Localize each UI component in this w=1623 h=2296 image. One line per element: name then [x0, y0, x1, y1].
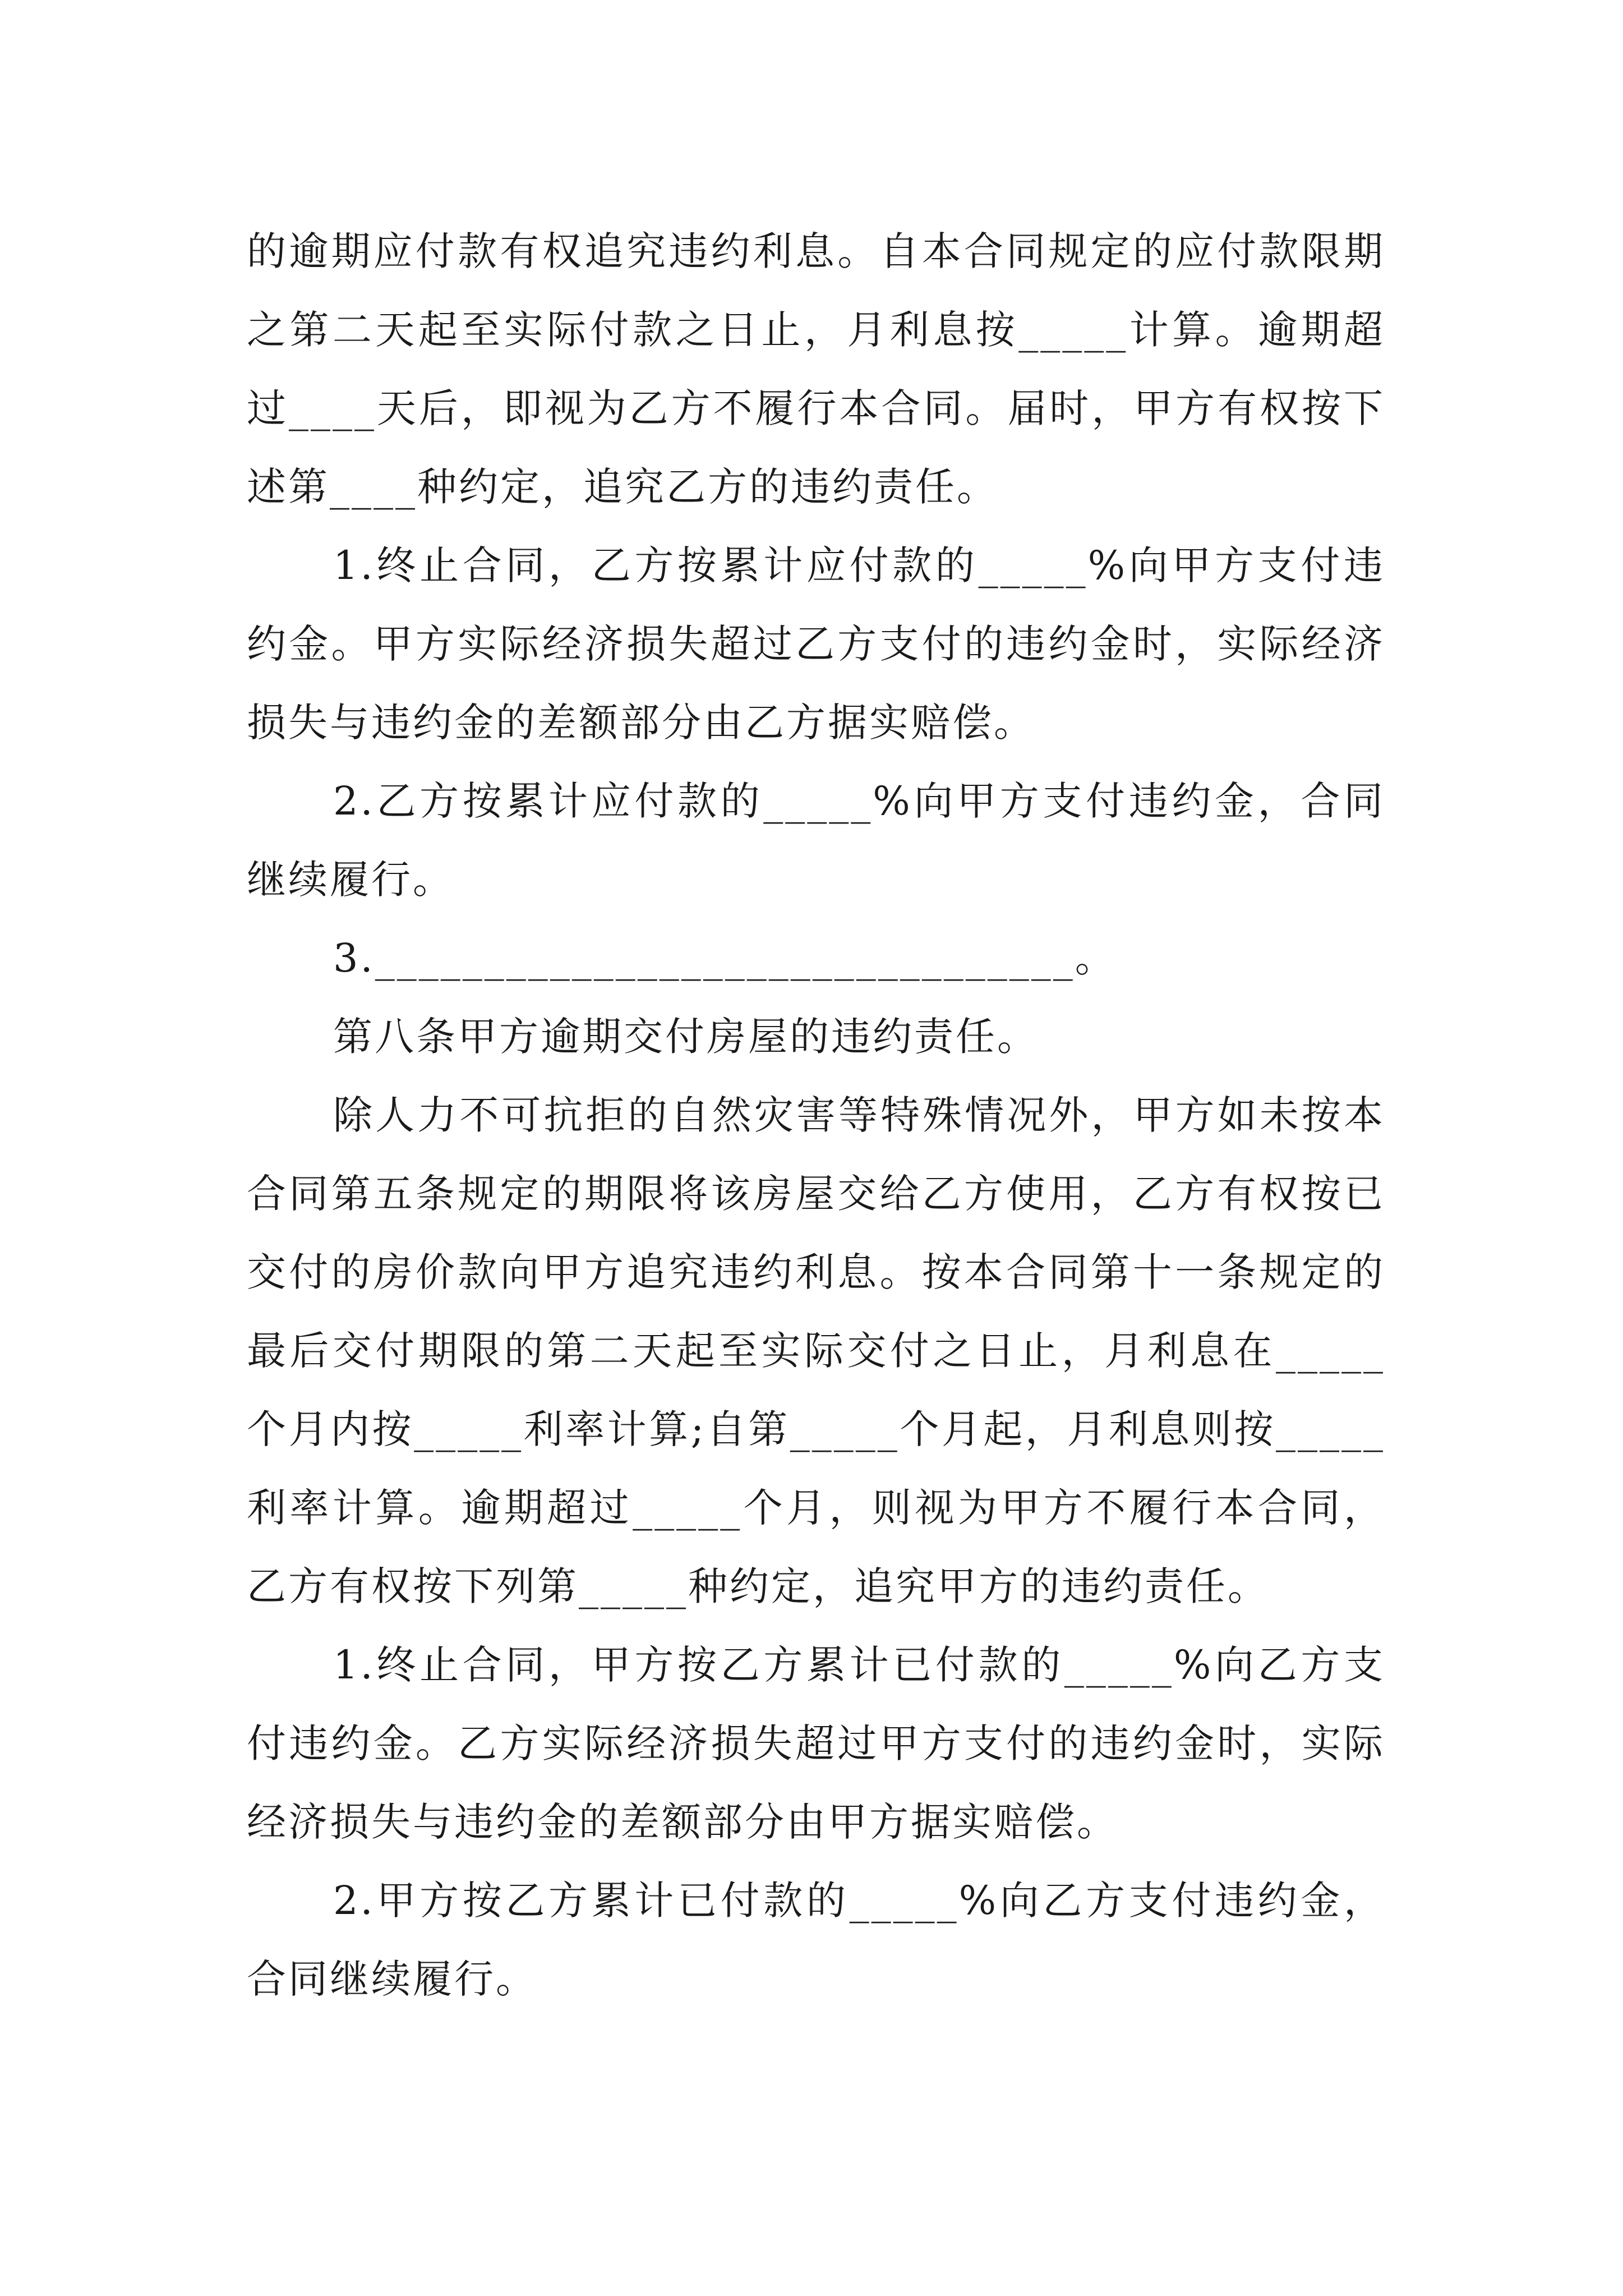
paragraph-late-delivery-terms: 除人力不可抗拒的自然灾害等特殊情况外，甲方如未按本合同第五条规定的期限将该房屋交给乙方使用，乙方有权按已交付的房价款向甲方追究违约利息。按本合同第十一条规定的最后交付期限的第二天起至实际交付之日止，月利息在_____个月内按_____利率计算;自第_____个月起，月利息则按_____利率计算。逾期超过_____个月，则视为甲方不履行本合同，乙方有权按下列第_____种约定，追究甲方的违约责任。	[247, 1092, 1385, 1609]
paragraph-buyer-option-1: 1.终止合同，乙方按累计应付款的_____%向甲方支付违约金。甲方实际经济损失超过乙方支付的违约金时，实际经济损失与违约金的差额部分由乙方据实赔偿。	[247, 542, 1385, 746]
paragraph-seller-option-1: 1.终止合同，甲方按乙方累计已付款的_____%向乙方支付违约金。乙方实际经济损失超过甲方支付的违约金时，实际经济损失与违约金的差额部分由甲方据实赔偿。	[247, 1642, 1385, 1845]
paragraph-buyer-option-3: 3.________________________________。	[333, 935, 1117, 981]
article-8-heading: 第八条甲方逾期交付房屋的违约责任。	[333, 1014, 1039, 1060]
document-body	[247, 212, 1385, 2018]
paragraph-buyer-option-2: 2.乙方按累计应付款的_____%向甲方支付违约金，合同继续履行。	[247, 778, 1385, 903]
paragraph-seller-option-2: 2.甲方按乙方累计已付款的_____%向乙方支付违约金，合同继续履行。	[247, 1878, 1385, 2002]
paragraph-overdue-payment-interest: 的逾期应付款有权追究违约利息。自本合同规定的应付款限期之第二天起至实际付款之日止，月利息按_____计算。逾期超过____天后，即视为乙方不履行本合同。届时，甲方有权按下述第____种约定，追究乙方的违约责任。	[247, 228, 1385, 510]
